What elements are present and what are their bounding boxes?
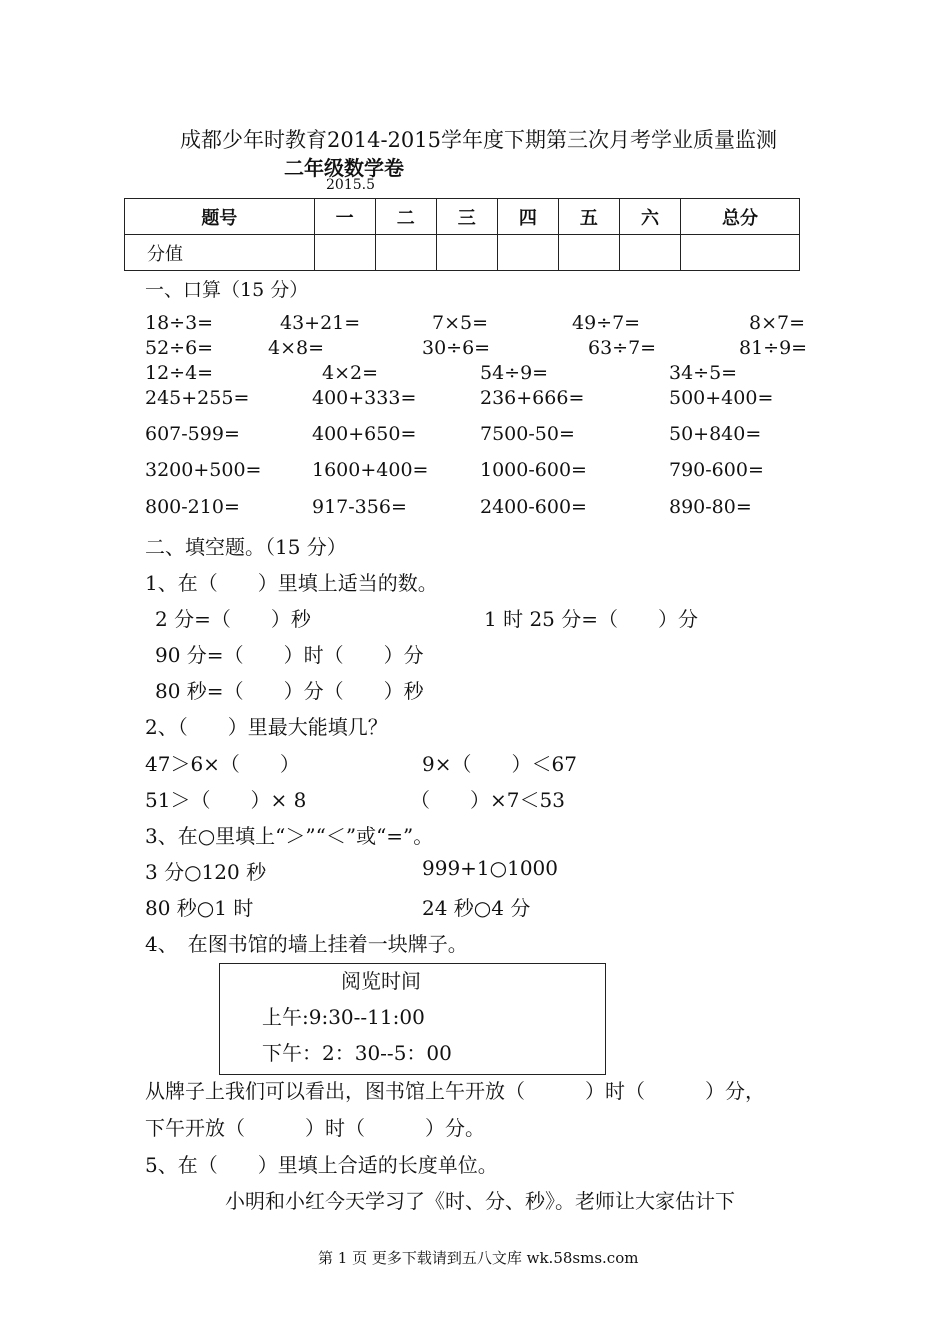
score-col-header: 三 (436, 199, 497, 235)
score-cell (436, 235, 497, 271)
q2-item: 51＞（ ）× 8 (145, 788, 307, 812)
q2-item: 9×（ ）＜67 (422, 752, 577, 776)
q1-item: 1 时 25 分=（ ）分 (484, 607, 699, 631)
calc-item: 7×5= (432, 312, 489, 334)
calc-item: 81÷9= (739, 337, 808, 359)
score-col-header: 二 (375, 199, 436, 235)
score-col-header: 总分 (681, 199, 800, 235)
calc-item: 63÷7= (588, 337, 657, 359)
calc-item: 4×8= (268, 337, 325, 359)
calc-item: 49÷7= (572, 312, 641, 334)
sign-afternoon: 下午：2：30--5：00 (262, 1041, 452, 1065)
exam-title: 成都少年时教育2014-2015学年度下期第三次月考学业质量监测 (180, 128, 777, 152)
calc-item: 1600+400= (312, 459, 429, 481)
calc-item: 800-210= (145, 496, 240, 518)
score-cell (619, 235, 680, 271)
calc-item: 607-599= (145, 423, 240, 445)
q1-item: 80 秒=（ ）分（ ）秒 (155, 679, 424, 703)
score-row-label: 分值 (125, 235, 315, 271)
q4-line: 下午开放（ ）时（ ）分。 (145, 1116, 485, 1140)
score-col-header: 一 (314, 199, 375, 235)
q2-item: （ ）×7＜53 (410, 788, 565, 812)
score-cell (681, 235, 800, 271)
calc-item: 7500-50= (480, 423, 575, 445)
calc-item: 3200+500= (145, 459, 262, 481)
calc-item: 790-600= (669, 459, 764, 481)
calc-item: 500+400= (669, 387, 774, 409)
calc-item: 43+21= (280, 312, 361, 334)
q2-item: 47＞6×（ ） (145, 752, 300, 776)
calc-item: 52÷6= (145, 337, 214, 359)
calc-item: 400+650= (312, 423, 417, 445)
q3-item: 999+1○1000 (422, 856, 559, 880)
score-table-value-row (125, 235, 800, 271)
q5-title: 5、在（ ）里填上合适的长度单位。 (145, 1153, 498, 1177)
score-cell (314, 235, 375, 271)
calc-item: 50+840= (669, 423, 762, 445)
q3-item: 3 分○120 秒 (145, 860, 267, 884)
calc-item: 400+333= (312, 387, 417, 409)
calc-item: 236+666= (480, 387, 585, 409)
calc-item: 54÷9= (480, 362, 549, 384)
score-col-header: 四 (497, 199, 558, 235)
sign-title: 阅览时间 (341, 969, 421, 993)
q1-item: 90 分=（ ）时（ ）分 (155, 643, 424, 667)
q4-line: 从牌子上我们可以看出，图书馆上午开放（ ）时（ ）分， (145, 1079, 765, 1103)
calc-item: 8×7= (749, 312, 806, 334)
q3-title: 3、在○里填上“＞”“＜”或“=”。 (145, 824, 434, 848)
score-col-header: 题号 (125, 199, 315, 235)
score-cell (497, 235, 558, 271)
q5-line: 小明和小红今天学习了《时、分、秒》。老师让大家估计下 (225, 1189, 735, 1213)
calc-item: 2400-600= (480, 496, 587, 518)
score-table-header-row (125, 199, 800, 235)
calc-item: 1000-600= (480, 459, 587, 481)
score-col-header: 六 (619, 199, 680, 235)
score-table (124, 198, 800, 271)
calc-item: 890-80= (669, 496, 752, 518)
q1-item: 2 分=（ ）秒 (155, 607, 311, 631)
score-cell (558, 235, 619, 271)
page-footer: 第 1 页 更多下载请到五八文库 wk.58sms.com (318, 1249, 639, 1267)
calc-item: 30÷6= (422, 337, 491, 359)
q1-title: 1、在（ ）里填上适当的数。 (145, 571, 438, 595)
q2-title: 2、（ ）里最大能填几？ (145, 715, 388, 739)
section2-title: 二、填空题。（15 分） (145, 535, 347, 559)
score-cell (375, 235, 436, 271)
exam-subtitle: 二年级数学卷 (284, 156, 404, 180)
calc-item: 917-356= (312, 496, 407, 518)
section1-title: 一、口算（15 分） (145, 279, 309, 301)
calc-item: 245+255= (145, 387, 250, 409)
q3-item: 80 秒○1 时 (145, 896, 254, 920)
calc-item: 18÷3= (145, 312, 214, 334)
calc-item: 34÷5= (669, 362, 738, 384)
q3-item: 24 秒○4 分 (422, 896, 531, 920)
score-col-header: 五 (558, 199, 619, 235)
exam-date: 2015.5 (326, 177, 375, 193)
calc-item: 12÷4= (145, 362, 214, 384)
calc-item: 4×2= (322, 362, 379, 384)
sign-morning: 上午:9:30--11:00 (262, 1005, 425, 1029)
q4-title: 4、 在图书馆的墙上挂着一块牌子。 (145, 932, 468, 956)
